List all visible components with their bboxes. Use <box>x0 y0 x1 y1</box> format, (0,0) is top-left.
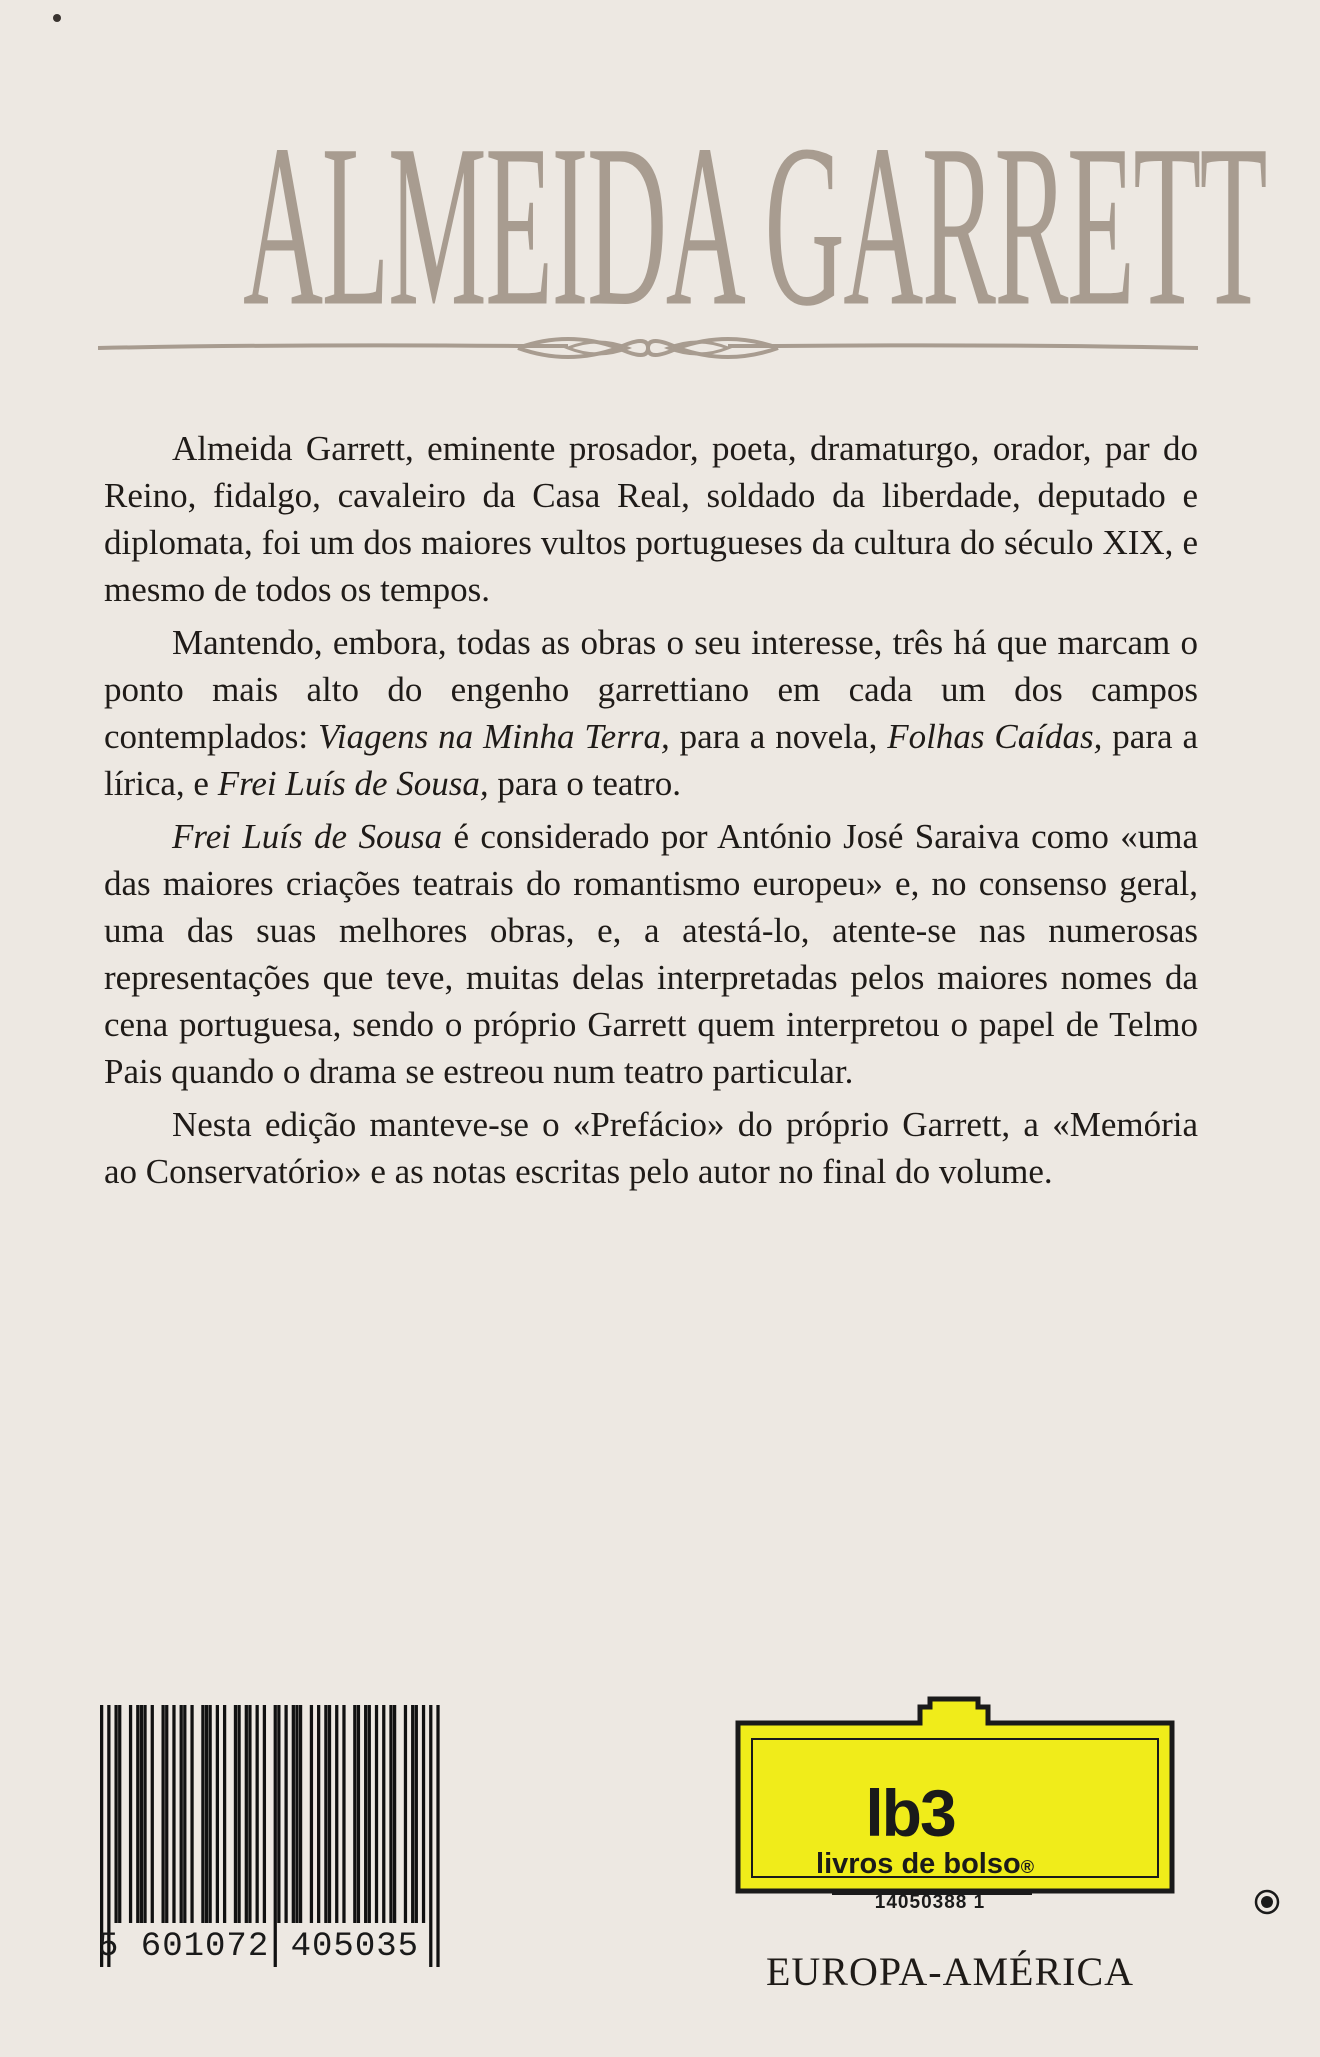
barcode-bar <box>393 1705 396 1923</box>
barcode-bar <box>422 1705 425 1923</box>
barcode-bar <box>216 1705 219 1923</box>
logo-subtitle-text: livros de bolso <box>816 1848 1021 1880</box>
synopsis-paragraph <box>104 425 1198 613</box>
publisher-name: EUROPA-AMÉRICA <box>765 1949 1135 1994</box>
synopsis-paragraph <box>104 619 1198 807</box>
paragraph-text: é considerado por António José Saraiva como «uma das maiores criações teatrais do romantismo europeu» e, no consenso geral, uma das suas melhores obras, e, a atestá-lo, atente-se nas numerosas representações que teve, muitas delas interpretadas pelos maiores nomes da cena portuguesa, sendo o próprio Garrett quem interpretou o papel de Telmo Pais quando o drama se estreou num teatro particular. <box>104 817 1198 1091</box>
barcode-bar <box>172 1705 175 1923</box>
barcode-bar <box>415 1705 418 1923</box>
product-code: 14050388 1 <box>874 1892 986 1913</box>
barcode-bar <box>129 1705 132 1923</box>
barcode-bar <box>342 1705 345 1923</box>
barcode-bar <box>382 1705 385 1923</box>
logo-subtitle <box>760 1848 1090 1883</box>
barcode-bar <box>201 1705 204 1923</box>
barcode-bar <box>284 1705 287 1923</box>
barcode-bar <box>364 1705 367 1923</box>
paragraph-text: para a lírica, e <box>104 717 1199 803</box>
paragraph-text: para a novela, <box>669 717 888 756</box>
barcode-bar <box>223 1705 226 1923</box>
barcode-number: 5 601072 405035 <box>98 1928 420 1966</box>
barcode-bar <box>136 1705 139 1923</box>
paragraph-text: Nesta edição manteve-se o «Prefácio» do próprio Garrett, a «Memória ao Conservatório» e as notas escritas pelo autor no final do volume. <box>104 1105 1198 1191</box>
barcode-bar <box>165 1705 168 1923</box>
barcode-bar <box>190 1705 193 1923</box>
barcode-bar <box>183 1705 186 1923</box>
barcode-bar <box>180 1705 183 1923</box>
paragraph-text: Mantendo, embora, todas as obras o seu interesse, três há que marcam o ponto mais alto do engenho garrettiano em cada um dos campos contemplados: <box>104 623 1198 756</box>
author-title: ALMEIDA GARRETT <box>243 97 1266 355</box>
barcode-bar <box>295 1705 298 1923</box>
barcode-bar <box>209 1705 212 1923</box>
barcode-bar <box>375 1705 378 1923</box>
barcode-bar <box>404 1705 407 1923</box>
barcode-bar <box>411 1705 414 1923</box>
barcode-bar <box>237 1705 240 1923</box>
barcode-bar <box>324 1705 327 1923</box>
barcode-bar <box>263 1705 266 1923</box>
barcode-bar <box>256 1705 259 1923</box>
barcode-bar <box>328 1705 331 1923</box>
barcode-bar <box>277 1705 280 1923</box>
work-title: Folhas Caídas, <box>887 717 1103 756</box>
barcode-bar <box>234 1705 237 1923</box>
barcode-bar <box>299 1705 302 1923</box>
barcode-bar <box>292 1705 295 1923</box>
barcode-bar <box>161 1705 164 1923</box>
paragraph-text: para o teatro. <box>488 764 682 803</box>
barcode-bar <box>389 1705 392 1923</box>
barcode-bar <box>310 1705 313 1923</box>
barcode-bar <box>353 1705 356 1923</box>
barcode-bar <box>205 1705 208 1923</box>
work-title: Frei Luís de Sousa <box>172 817 443 856</box>
synopsis-paragraph <box>104 813 1198 1095</box>
barcode-bar <box>114 1705 117 1923</box>
registration-dot-icon <box>1253 1888 1281 1916</box>
barcode-bar <box>368 1705 371 1923</box>
barcode-bar <box>245 1705 248 1923</box>
barcode-bar <box>118 1705 121 1923</box>
barcode-bar <box>151 1705 154 1923</box>
barcode-bar <box>335 1705 338 1923</box>
barcode-bar <box>140 1705 143 1923</box>
synopsis-text <box>104 425 1198 1201</box>
ink-speck <box>53 14 61 22</box>
barcode-bar <box>357 1705 360 1923</box>
ornamental-rule <box>98 326 1198 370</box>
synopsis-paragraph <box>104 1101 1198 1195</box>
work-title: Frei Luís de Sousa, <box>217 764 489 803</box>
work-title: Viagens na Minha Terra, <box>318 717 670 756</box>
logo-brand: lb3 <box>865 1776 955 1850</box>
paragraph-text: Almeida Garrett, eminente prosador, poeta, dramaturgo, orador, par do Reino, fidalgo, cavaleiro da Casa Real, soldado da liberdade, deputado e diplomata, foi um dos maiores vultos portugueses da cultura do século XIX, e mesmo de todos os tempos. <box>104 429 1198 609</box>
barcode-bar <box>143 1705 146 1923</box>
registered-mark: ® <box>1020 1857 1034 1877</box>
barcode-bar <box>248 1705 251 1923</box>
barcode-bar <box>317 1705 320 1923</box>
